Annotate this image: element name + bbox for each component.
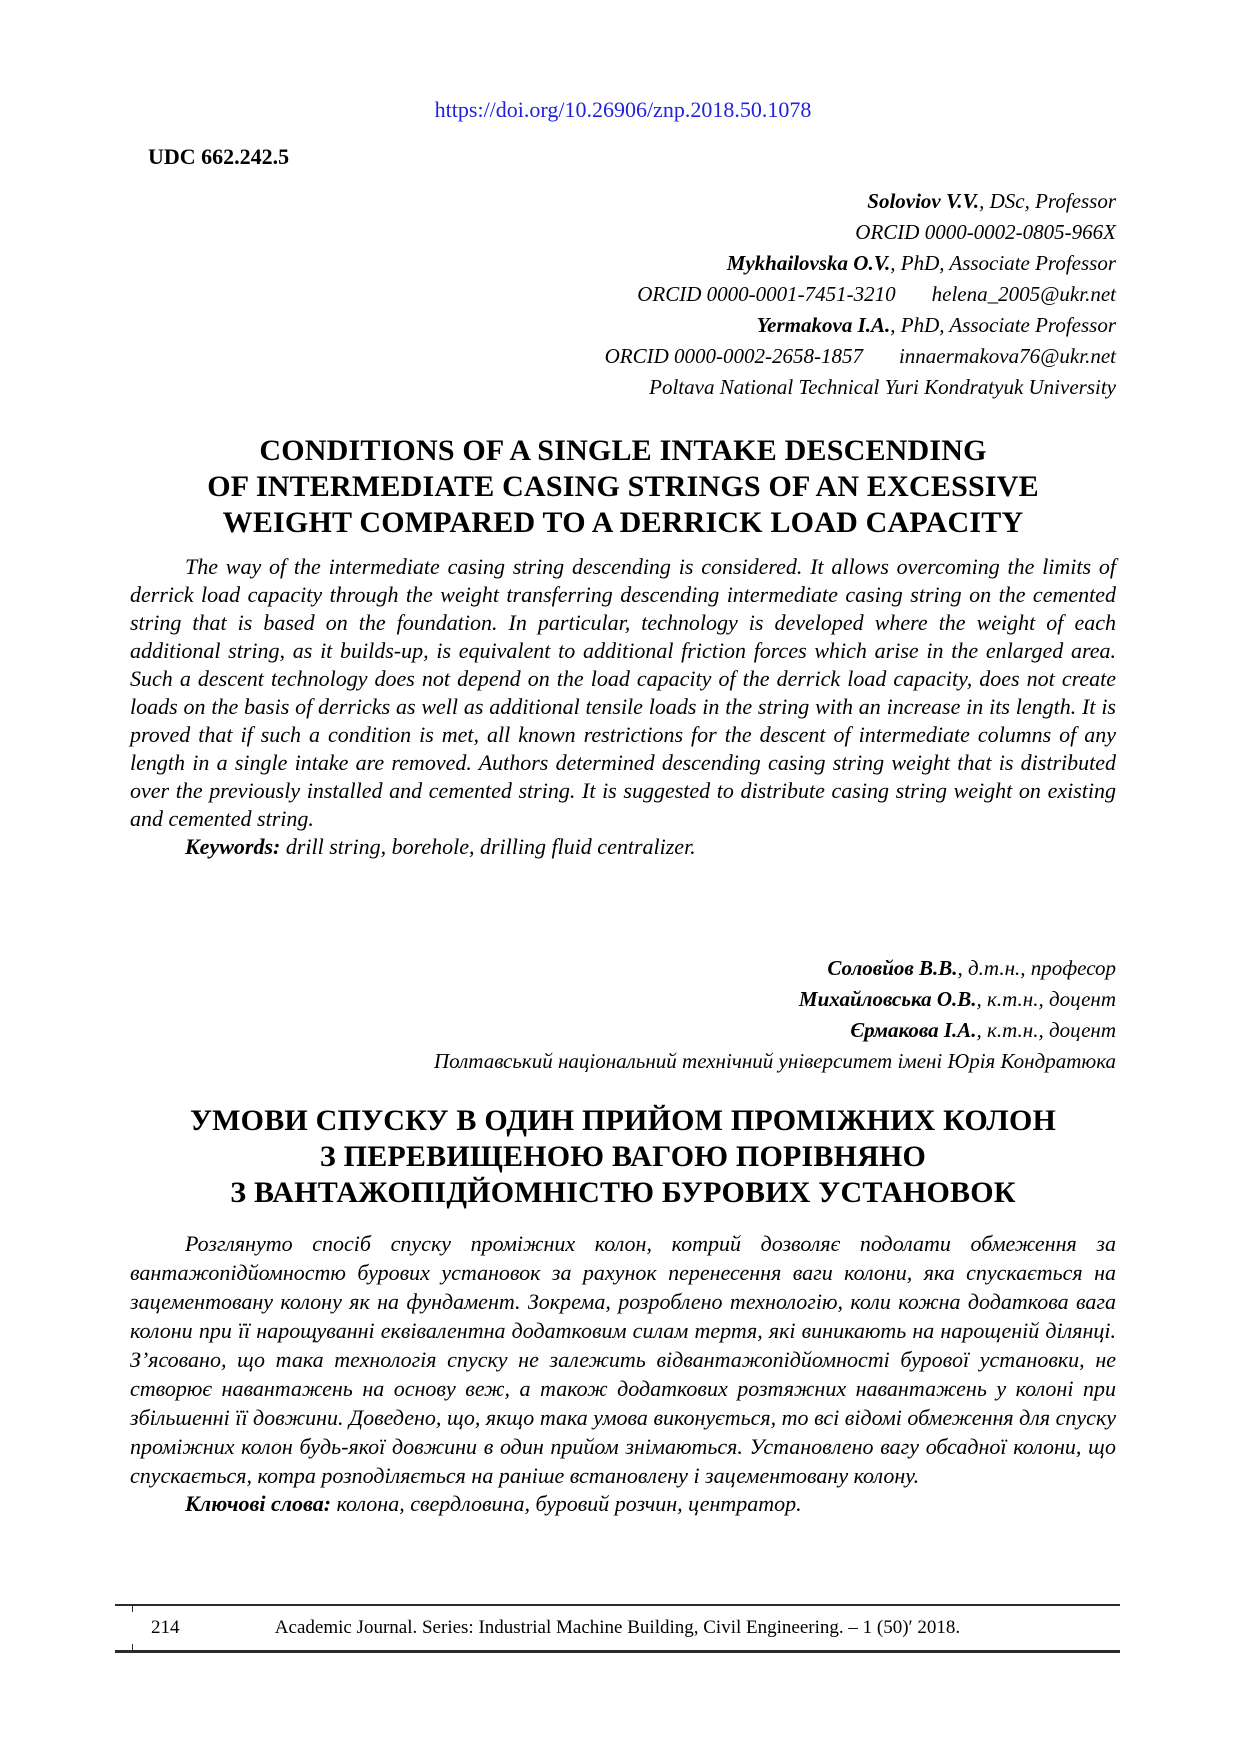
author-degree: , DSc, Professor [979,189,1116,213]
author-name: Yermakova I.A. [756,313,891,337]
title-line: З ПЕРЕВИЩЕНОЮ ВАГОЮ ПОРІВНЯНО [319,1140,927,1173]
title-line: WEIGHT COMPARED TO A DERRICK LOAD CAPACITY [222,506,1024,539]
author-name: Mykhailovska O.V. [726,251,891,275]
author-line [130,984,1116,1015]
keywords-uk [130,1490,1116,1518]
author-line [130,953,1116,984]
author-line [130,310,1116,341]
author-line [130,186,1116,217]
orcid-id: ORCID 0000-0002-0805-966X [855,220,1116,244]
keywords-en [130,833,1116,861]
author-name: Soloviov V.V. [867,189,980,213]
title-line: OF INTERMEDIATE CASING STRINGS OF AN EXCESSIVE [207,470,1039,503]
author-email: helena_2005@ukr.net [931,282,1116,306]
author-degree: , к.т.н., доцент [976,987,1116,1011]
affiliation-uk: Полтавський національний технічний університет імені Юрія Кондратюка [433,1049,1116,1073]
keywords-label-en: Keywords: [185,834,281,859]
keywords-label-uk: Ключові слова: [185,1491,332,1516]
article-title-uk [130,1103,1116,1211]
author-name: Михайловська О.В. [798,987,977,1011]
udc-code: UDC 662.242.5 [148,144,290,169]
orcid-line [130,341,1116,372]
orcid-line [130,279,1116,310]
author-name: Єрмакова І.А. [850,1018,977,1042]
title-line: З ВАНТАЖОПІДЙОМНІСТЮ БУРОВИХ УСТАНОВОК [230,1176,1016,1209]
affiliation-en: Poltava National Technical Yuri Kondratyuk University [649,375,1116,399]
keywords-text-en: drill string, borehole, drilling fluid centralizer. [285,834,696,859]
orcid-id: ORCID 0000-0002-2658-1857 [604,344,863,368]
title-line: CONDITIONS OF A SINGLE INTAKE DESCENDING [259,434,987,467]
author-line [130,1015,1116,1046]
keywords-text-uk: колона, свердловина, буровий розчин, центратор. [336,1491,802,1516]
author-degree: , PhD, Associate Professor [890,313,1116,337]
journal-title: Academic Journal. Series: Industrial Machine Building, Civil Engineering. – 1 (50)′ 2018. [274,1617,961,1638]
author-email: innaermakova76@ukr.net [898,344,1116,368]
page-content [130,0,1116,1518]
author-line [130,248,1116,279]
title-line: УМОВИ СПУСКУ В ОДИН ПРИЙОМ ПРОМІЖНИХ КОЛОН [189,1104,1057,1137]
authors-block-en [130,186,1116,403]
page-number: 214 [151,1617,180,1638]
author-degree: , д.т.н., професор [957,956,1116,980]
author-name: Соловйов В.В. [827,956,958,980]
abstract-en: The way of the intermediate casing string descending is considered. It allows overcoming the limits of derrick load capacity through the weight transferring descending intermediate casing string on the cemented string that is based on the foundation. In particular, technology is developed where the weight of each additional string, as it builds-up, is equivalent to additional friction forces which arise in the enlarged area. Such a descent technology does not depend on the load capacity of the derrick load capacity, does not create loads on the basis of derricks as well as additional tensile loads in the string with an increase in its length. It is proved that if such a condition is met, all known restrictions for the descent of intermediate columns of any length in a single intake are removed. Authors determined descending casing string weight that is distributed over the previously installed and cemented string. It is suggested to distribute casing string weight on existing and cemented string. [130,554,1116,831]
doi-link[interactable]: https://doi.org/10.26906/znp.2018.50.1078 [434,97,812,122]
author-degree: , PhD, Associate Professor [890,251,1116,275]
abstract-uk: Розглянуто спосіб спуску проміжних колон, котрий дозволяє подолати обмеження за вантажопідйомностю бурових установок за рахунок перенесення ваги колони, яка спускається на зацементовану колону як на фундамент. Зокрема, розроблено технологію, коли кожна додаткова вага колони при її нарощуванні еквівалентна додатковим силам тертя, які виникають на нарощеній ділянці. З’ясовано, що така технологія спуску не залежить відвантажопідйомності бурової установки, не створює навантажень на основу веж, а також додаткових розтяжних навантажень у колоні при збільшенні її довжини. Доведено, що, якщо така умова виконується, то всі відомі обмеження для спуску проміжних колон будь-якої довжини в один прийом знімаються. Установлено вагу обсадної колони, що спускається, котра розподіляється на раніше встановлену і зацементовану колону. [130,1231,1116,1488]
orcid-id: ORCID 0000-0001-7451-3210 [637,282,896,306]
page-footer [115,1604,1120,1653]
article-title-en [130,433,1116,541]
authors-block-uk [130,953,1116,1077]
doi-row [130,96,1116,123]
author-degree: , к.т.н., доцент [976,1018,1116,1042]
orcid-line [130,217,1116,248]
